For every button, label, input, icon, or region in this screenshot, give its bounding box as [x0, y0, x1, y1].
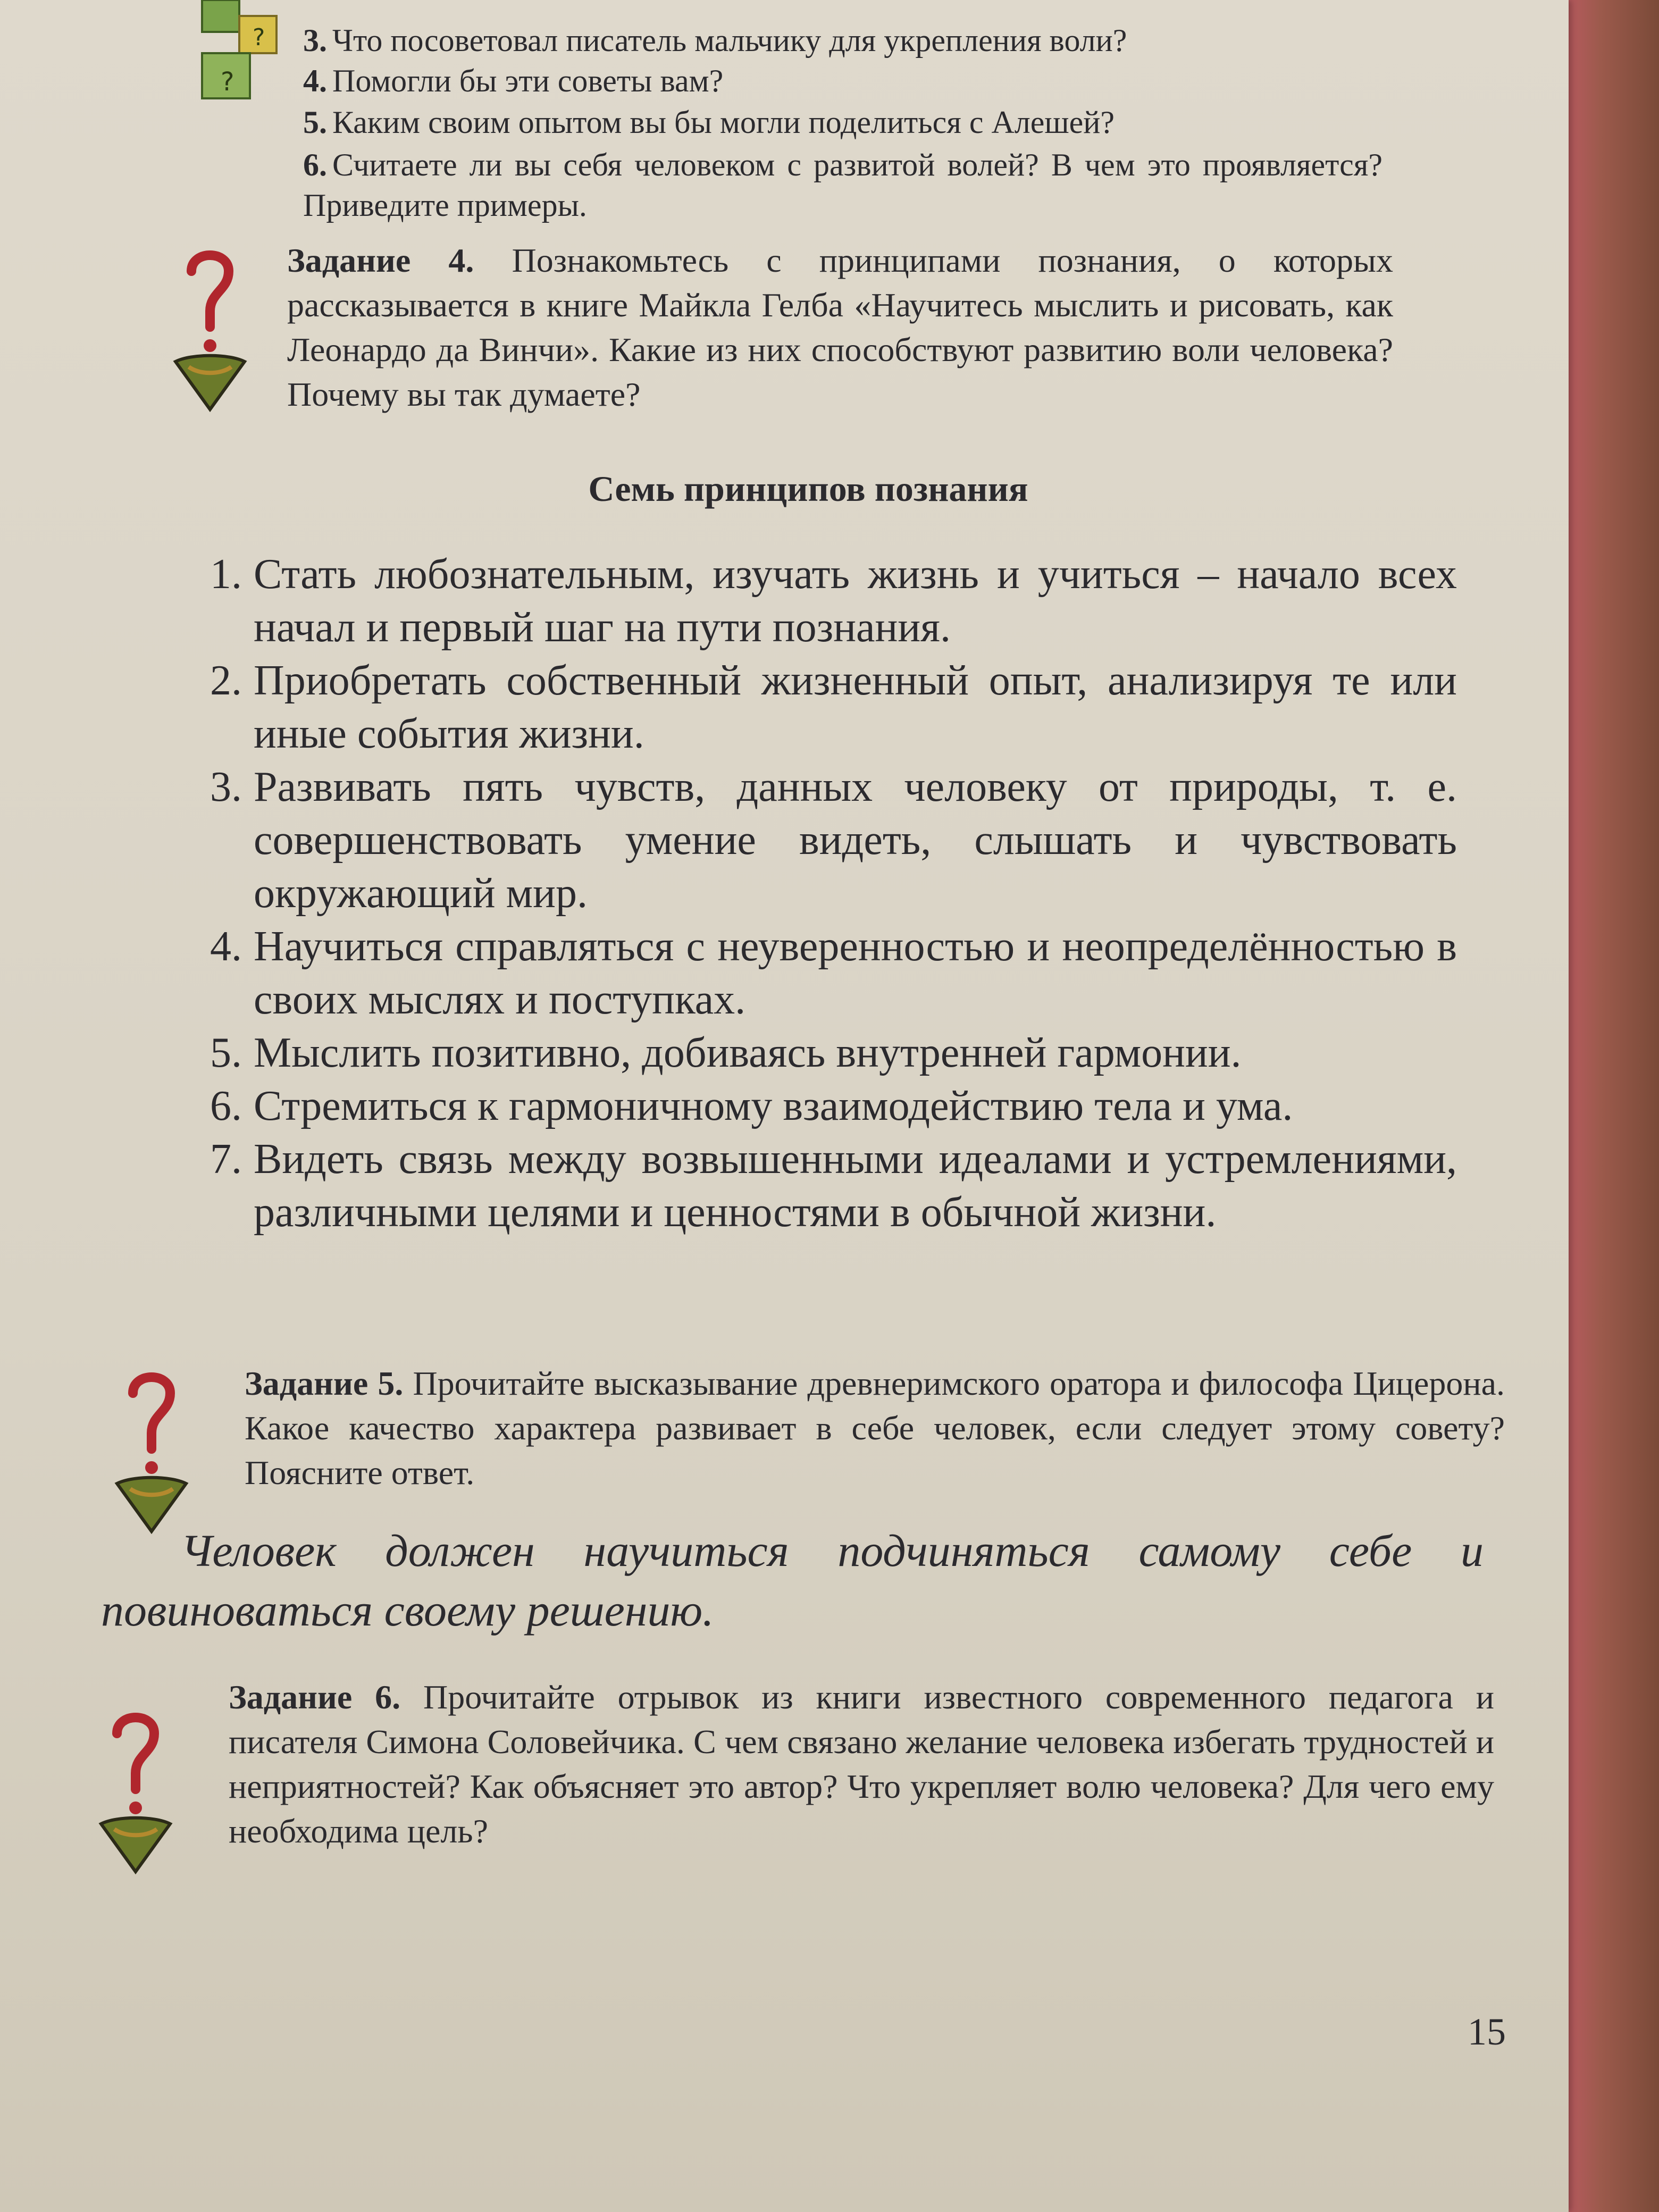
list-item-number: 7. — [210, 1136, 242, 1183]
question-number: 4. — [303, 63, 327, 98]
list-item-text: Научиться справляться с неуверенностью и неопределённостью в своих мыслях и поступках. — [254, 923, 1457, 1023]
task-emblem-icon — [170, 239, 250, 415]
cicero-quote: Человек должен научиться подчиняться самому себе и повиноваться своему решению. — [101, 1525, 1484, 1636]
list-item-number: 6. — [210, 1083, 242, 1129]
list-item — [191, 654, 1457, 760]
task-label: Задание 4. — [287, 241, 474, 279]
question-item-6 — [303, 145, 1382, 225]
task-6 — [229, 1675, 1494, 1854]
svg-text:?: ? — [253, 24, 265, 51]
question-number: 5. — [303, 105, 327, 140]
list-item-text: Мыслить позитивно, добиваясь внутренней гармонии. — [254, 1029, 1242, 1076]
list-item — [191, 1133, 1457, 1239]
list-item-number: 3. — [210, 764, 242, 810]
task-4 — [287, 238, 1393, 417]
task-text: Познакомьтесь с принципами познания, о которых рассказывается в книге Майкла Гелба «Научитесь мыслить и рисовать, как Леонардо да Винчи». Какие из них способствуют развитию воли человека? Почему вы так думаете? — [287, 241, 1394, 413]
list-item — [191, 548, 1457, 654]
question-item-4 — [303, 61, 723, 101]
task-label: Задание 5. — [245, 1364, 404, 1402]
task-emblem-icon — [112, 1361, 191, 1537]
list-item-number: 1. — [210, 551, 242, 598]
list-item — [191, 760, 1457, 920]
list-item-text: Развивать пять чувств, данных человеку от природы, т. е. совершенствовать умение видеть, слышать и чувствовать окружающий мир. — [254, 764, 1457, 917]
question-item-3 — [303, 20, 1127, 61]
task-label: Задание 6. — [229, 1678, 401, 1716]
page-number: 15 — [1468, 2010, 1506, 2053]
question-text: Что посоветовал писатель мальчику для укрепления воли? — [332, 23, 1127, 58]
list-item — [191, 920, 1457, 1026]
question-text: Считаете ли вы себя человеком с развитой волей? В чем это проявляется? Приведите примеры. — [303, 147, 1382, 223]
list-item-text: Стать любознательным, изучать жизнь и учиться – начало всех начал и первый шаг на пути познания. — [254, 551, 1457, 651]
principles-list — [191, 548, 1457, 1239]
section-heading-wrapper — [0, 468, 1616, 510]
task-text: Прочитайте отрывок из книги известного современного педагога и писателя Симона Соловейчика. С чем связано желание человека избегать трудностей и неприятностей? Как объясняет это автор? Что укрепляет волю человека? Для чего ему необходима цель? — [229, 1678, 1495, 1850]
list-item-text: Приобретать собственный жизненный опыт, анализируя те или иные события жизни. — [254, 657, 1457, 757]
section-heading: Семь принципов познания — [588, 468, 1028, 509]
task-5 — [245, 1361, 1505, 1495]
list-item-number: 4. — [210, 923, 242, 970]
list-item — [191, 1079, 1457, 1133]
question-text: Каким своим опытом вы бы могли поделиться с Алешей? — [332, 105, 1115, 140]
list-item — [191, 1026, 1457, 1079]
task-emblem-icon — [96, 1702, 175, 1877]
question-cubes-icon — [191, 0, 282, 101]
svg-text:?: ? — [221, 67, 234, 97]
question-text: Помогли бы эти советы вам? — [332, 63, 724, 98]
question-number: 3. — [303, 23, 327, 58]
list-item-text: Стремиться к гармоничному взаимодействию тела и ума. — [254, 1083, 1293, 1129]
question-item-5 — [303, 102, 1115, 143]
task-text: Прочитайте высказывание древнеримского оратора и философа Цицерона. Какое качество характера развивает в себе человек, если следует этому совету? Поясните ответ. — [245, 1364, 1505, 1492]
question-number: 6. — [303, 147, 327, 182]
list-item-number: 2. — [210, 657, 242, 704]
list-item-number: 5. — [210, 1029, 242, 1076]
list-item-text: Видеть связь между возвышенными идеалами и устремлениями, различными целями и ценностями в обычной жизни. — [254, 1136, 1457, 1236]
table-background — [1569, 0, 1659, 2212]
